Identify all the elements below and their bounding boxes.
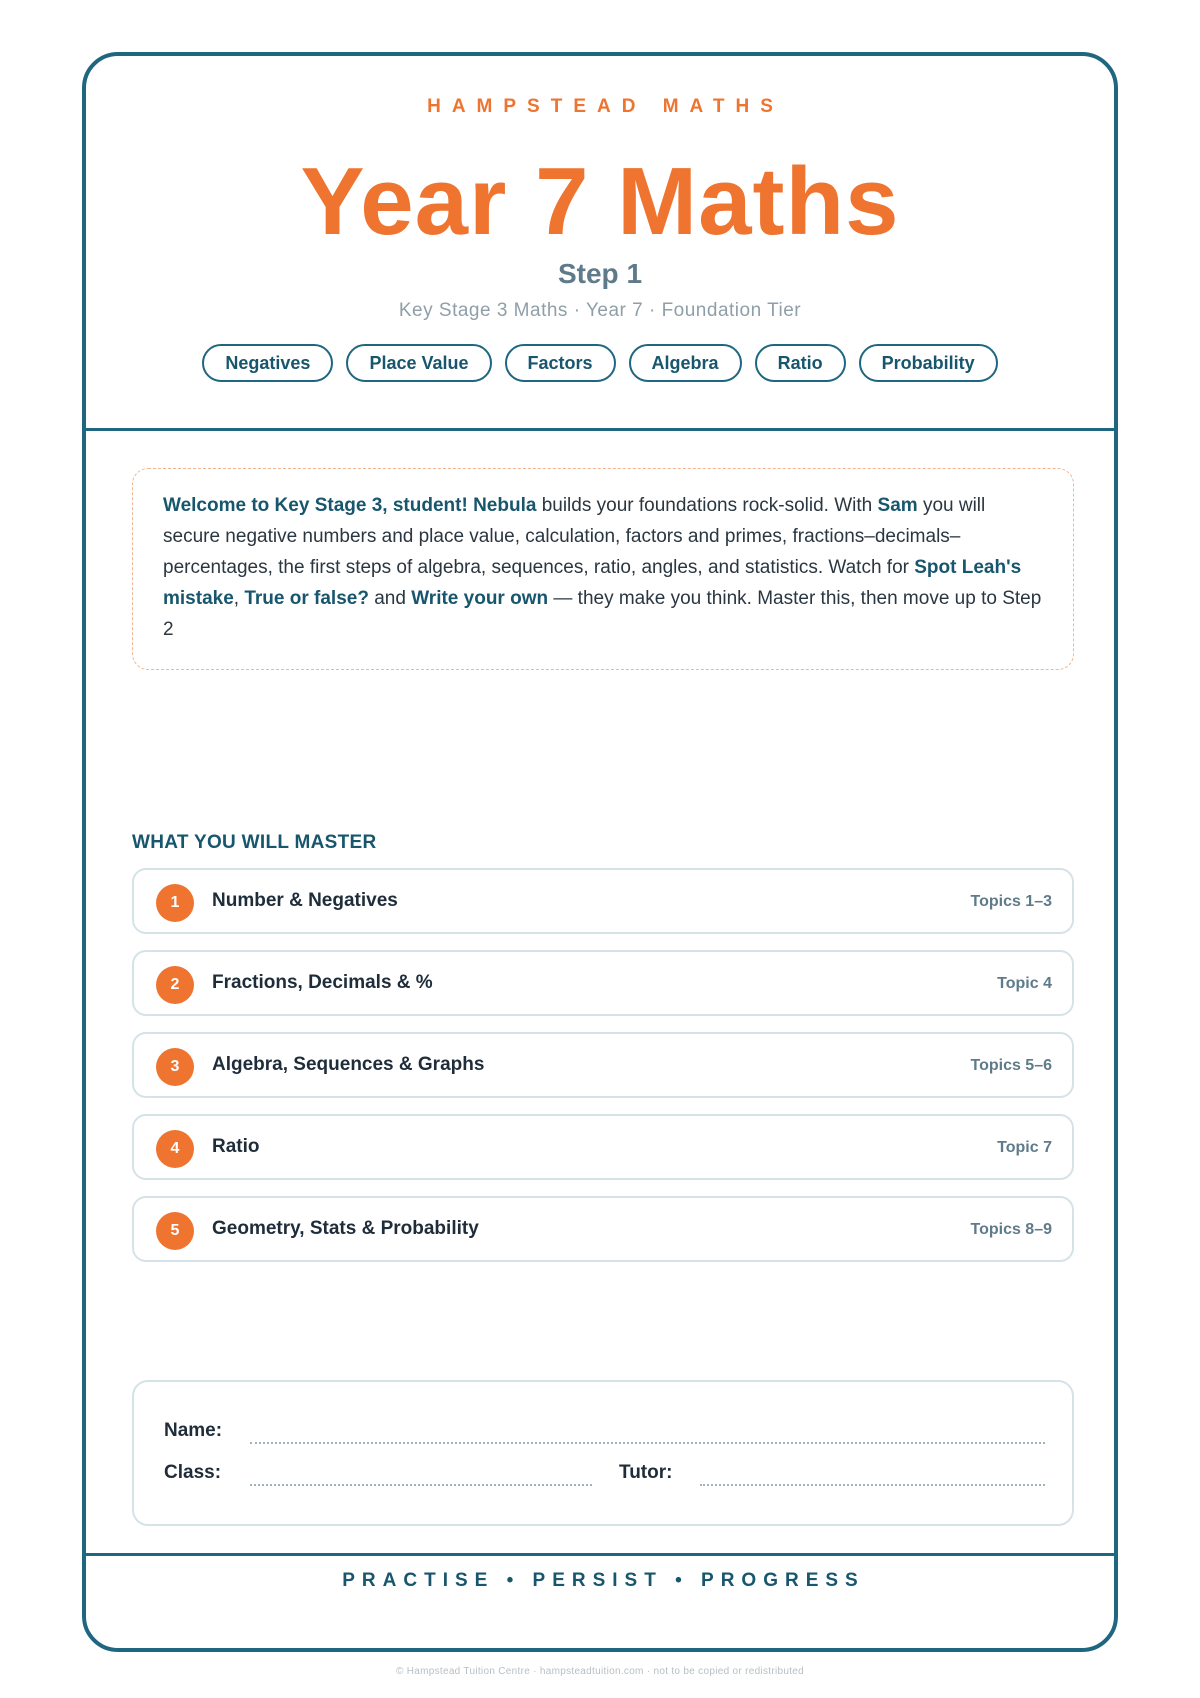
master-list: [132, 868, 1074, 1278]
brand-name: HAMPSTEAD MATHS: [427, 96, 784, 117]
tag-factors: Factors: [505, 344, 616, 382]
tutor-field[interactable]: [700, 1484, 1045, 1486]
footer-divider: [86, 1553, 1114, 1556]
tag-ratio: Ratio: [755, 344, 846, 382]
tag-place-value: Place Value: [346, 344, 491, 382]
welcome-text-3: — they make you think. Master this, then move up to Step 2: [163, 588, 1042, 640]
item-title: Fractions, Decimals & %: [212, 972, 433, 993]
page-frame: [82, 52, 1118, 1652]
welcome-sep-2: and: [368, 588, 412, 609]
name-label: Name:: [164, 1420, 223, 1441]
item-number-badge: 1: [156, 884, 194, 922]
list-item: [132, 868, 1074, 934]
list-item: [132, 1196, 1074, 1262]
item-topics: Topics 8–9: [970, 1221, 1052, 1238]
mascot-name: Sam: [877, 495, 918, 516]
item-number-badge: 5: [156, 1212, 194, 1250]
item-topics: Topic 4: [997, 975, 1052, 992]
welcome-box: [132, 468, 1074, 670]
welcome-text-2: you will secure negative numbers and place value, calculation, factors and primes, fractions–decimals–percentages, the first steps of algebra, sequences, ratio, angles, and statistics. Watch for: [163, 495, 986, 578]
item-number-badge: 3: [156, 1048, 194, 1086]
welcome-greeting: Welcome to Key Stage 3, student!: [163, 495, 468, 516]
list-item: [132, 1032, 1074, 1098]
welcome-text-1: builds your foundations rock-solid. With: [536, 495, 878, 516]
tutor-label: Tutor:: [619, 1462, 673, 1483]
student-details-box: [132, 1380, 1074, 1526]
feature-true-or-false: True or false?: [244, 588, 369, 609]
item-title: Ratio: [212, 1136, 260, 1157]
tag-algebra: Algebra: [629, 344, 742, 382]
product-name: Nebula: [473, 495, 537, 516]
item-number-badge: 2: [156, 966, 194, 1004]
class-label: Class:: [164, 1462, 222, 1483]
step-label: Step 1: [557, 258, 643, 289]
tag-probability: Probability: [859, 344, 998, 382]
item-topics: Topic 7: [997, 1139, 1052, 1156]
welcome-sep-1: ,: [233, 588, 245, 609]
topic-tags: [86, 344, 1114, 382]
header: [86, 56, 1114, 428]
class-field[interactable]: [250, 1484, 592, 1486]
item-title: Number & Negatives: [212, 890, 398, 911]
item-title: Algebra, Sequences & Graphs: [212, 1054, 485, 1075]
copyright-notice: © Hampstead Tuition Centre · hampsteadtuition.com · not to be copied or redistributed: [395, 1666, 805, 1677]
name-field[interactable]: [250, 1442, 1045, 1444]
master-heading: WHAT YOU WILL MASTER: [132, 832, 377, 853]
list-item: [132, 950, 1074, 1016]
footer-motto: PRACTISE • PERSIST • PROGRESS: [342, 1570, 865, 1591]
feature-write-your-own: Write your own: [411, 588, 549, 609]
feature-spot-mistake: Spot Leah's mistake: [163, 557, 1022, 609]
list-item: [132, 1114, 1074, 1180]
item-topics: Topics 5–6: [970, 1057, 1052, 1074]
item-title: Geometry, Stats & Probability: [212, 1218, 479, 1239]
item-number-badge: 4: [156, 1130, 194, 1168]
subtitle: Key Stage 3 Maths · Year 7 · Foundation Tier: [398, 300, 802, 321]
header-divider: [86, 428, 1114, 431]
tag-negatives: Negatives: [202, 344, 333, 382]
page-title: Year 7 Maths: [300, 148, 900, 255]
item-topics: Topics 1–3: [970, 893, 1052, 910]
